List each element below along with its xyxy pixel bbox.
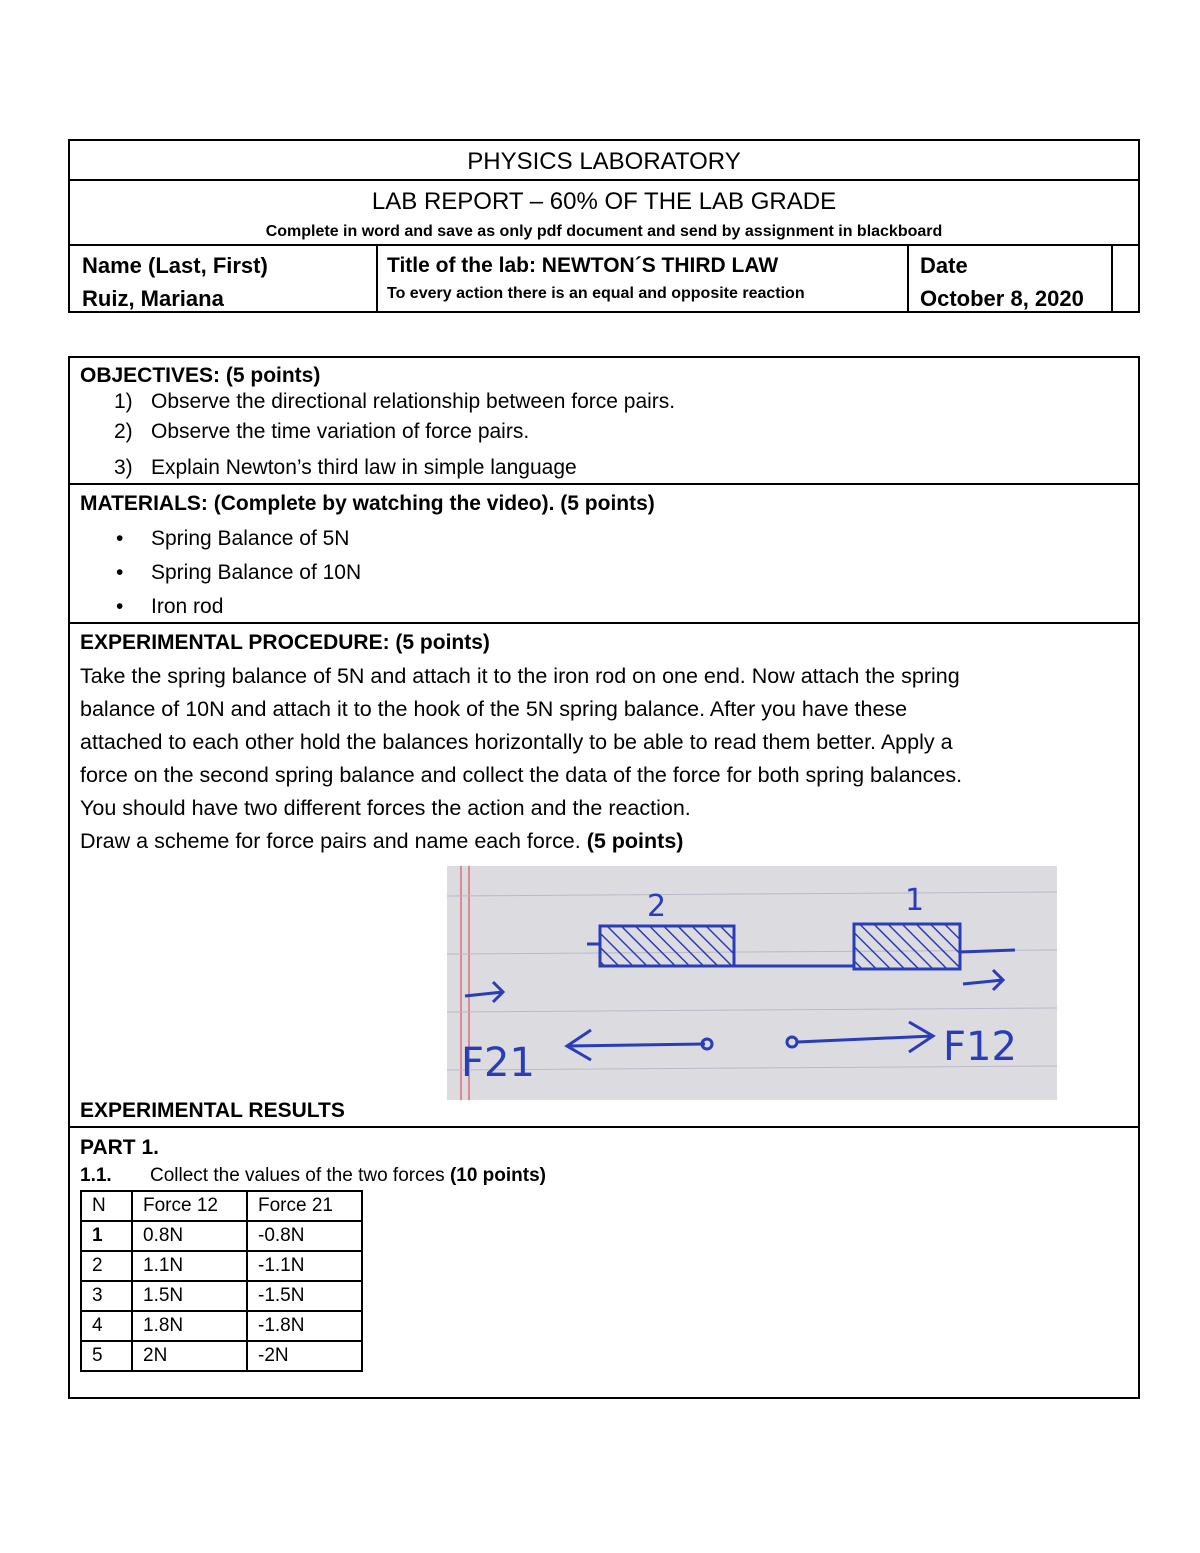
table-row bbox=[81, 1281, 362, 1311]
table-cell: 3 bbox=[81, 1281, 132, 1311]
instructions-text: Complete in word and save as only pdf document and send by assignment in blackboard bbox=[265, 223, 943, 240]
results-heading: EXPERIMENTAL RESULTS bbox=[80, 1099, 345, 1122]
material-item: Spring Balance of 5N bbox=[151, 527, 350, 550]
bullet-icon: • bbox=[116, 561, 124, 584]
divider bbox=[907, 244, 909, 313]
bullet-icon: • bbox=[116, 595, 124, 618]
bullet-icon: • bbox=[116, 527, 124, 550]
right-rod bbox=[960, 950, 1015, 952]
scheme-prompt-line bbox=[80, 825, 962, 858]
header-table bbox=[68, 139, 1140, 313]
divider bbox=[1111, 244, 1113, 313]
table-cell: -2N bbox=[247, 1341, 362, 1371]
force-pairs-sketch bbox=[447, 866, 1057, 1100]
material-item: Iron rod bbox=[151, 595, 224, 618]
table-cell: 0.8N bbox=[132, 1221, 247, 1251]
divider bbox=[68, 1126, 1140, 1128]
item-number: 1.1. bbox=[80, 1165, 112, 1186]
materials-heading: MATERIALS: (Complete by watching the video). (5 points) bbox=[80, 492, 655, 515]
table-row bbox=[81, 1221, 362, 1251]
part-heading: PART 1. bbox=[80, 1136, 159, 1159]
table-header-row bbox=[81, 1191, 362, 1221]
spring-balance-2 bbox=[600, 926, 734, 966]
table-header: Force 21 bbox=[247, 1191, 362, 1221]
lab-title-label: Title of the lab: NEWTON´S THIRD LAW bbox=[387, 254, 779, 277]
item-points: (10 points) bbox=[449, 1165, 546, 1186]
report-subtitle: LAB REPORT – 60% OF THE LAB GRADE bbox=[371, 188, 837, 215]
divider bbox=[70, 244, 1138, 246]
table-cell: 2N bbox=[132, 1341, 247, 1371]
objective-text: Observe the directional relationship between force pairs. bbox=[151, 390, 676, 413]
table-row bbox=[81, 1341, 362, 1371]
force-21-label: F21 bbox=[461, 1040, 535, 1086]
table-header: N bbox=[81, 1191, 132, 1221]
table-cell: 5 bbox=[81, 1341, 132, 1371]
table-cell: 4 bbox=[81, 1311, 132, 1341]
table-cell: 1.5N bbox=[132, 1281, 247, 1311]
table-cell: -1.8N bbox=[247, 1311, 362, 1341]
divider bbox=[70, 179, 1138, 181]
sketch-label-2: 2 bbox=[647, 889, 667, 924]
lab-title-subtitle: To every action there is an equal and opposite reaction bbox=[387, 285, 805, 302]
objective-number: 3) bbox=[114, 456, 133, 479]
item-text: Collect the values of the two forces bbox=[150, 1165, 445, 1186]
procedure-line: force on the second spring balance and collect the data of the force for both spring balances. bbox=[80, 763, 963, 787]
objective-number: 1) bbox=[114, 390, 133, 413]
scheme-prompt: Draw a scheme for force pairs and name each force. bbox=[80, 829, 581, 853]
table-cell: -1.1N bbox=[247, 1251, 362, 1281]
table-cell: 1.1N bbox=[132, 1251, 247, 1281]
table-header: Force 12 bbox=[132, 1191, 247, 1221]
table-cell: -0.8N bbox=[247, 1221, 362, 1251]
objective-text: Observe the time variation of force pairs. bbox=[151, 420, 530, 443]
date-label: Date bbox=[920, 253, 968, 278]
page-title: PHYSICS LABORATORY bbox=[467, 148, 741, 175]
table-cell: 1 bbox=[81, 1221, 132, 1251]
spring-balance-1 bbox=[854, 924, 960, 969]
procedure-line: attached to each other hold the balances horizontally to be able to read them better. Apply a bbox=[80, 730, 953, 754]
table-cell: 1.8N bbox=[132, 1311, 247, 1341]
objective-text: Explain Newton’s third law in simple language bbox=[151, 456, 577, 479]
force-12-label: F12 bbox=[943, 1024, 1017, 1070]
procedure-line: You should have two different forces the action and the reaction. bbox=[80, 796, 691, 820]
table-cell: -1.5N bbox=[247, 1281, 362, 1311]
procedure-heading: EXPERIMENTAL PROCEDURE: (5 points) bbox=[80, 631, 490, 654]
divider bbox=[376, 244, 378, 313]
procedure-line: Take the spring balance of 5N and attach it to the iron rod on one end. Now attach the spring bbox=[80, 664, 960, 688]
table-row bbox=[81, 1311, 362, 1341]
divider bbox=[68, 622, 1140, 624]
date-value: October 8, 2020 bbox=[920, 286, 1084, 311]
scheme-points: (5 points) bbox=[586, 829, 684, 853]
table-cell: 2 bbox=[81, 1251, 132, 1281]
divider bbox=[68, 483, 1140, 485]
objective-number: 2) bbox=[114, 420, 133, 443]
table-row bbox=[81, 1251, 362, 1281]
name-value: Ruiz, Mariana bbox=[82, 286, 224, 311]
item-text-line bbox=[150, 1166, 546, 1185]
sketch-label-1: 1 bbox=[905, 883, 925, 918]
forces-table bbox=[80, 1190, 363, 1372]
material-item: Spring Balance of 10N bbox=[151, 561, 362, 584]
objectives-heading: OBJECTIVES: (5 points) bbox=[80, 364, 321, 387]
name-label: Name (Last, First) bbox=[82, 253, 268, 278]
procedure-paragraph bbox=[80, 660, 962, 858]
procedure-line: balance of 10N and attach it to the hook of the 5N spring balance. After you have these bbox=[80, 697, 908, 721]
